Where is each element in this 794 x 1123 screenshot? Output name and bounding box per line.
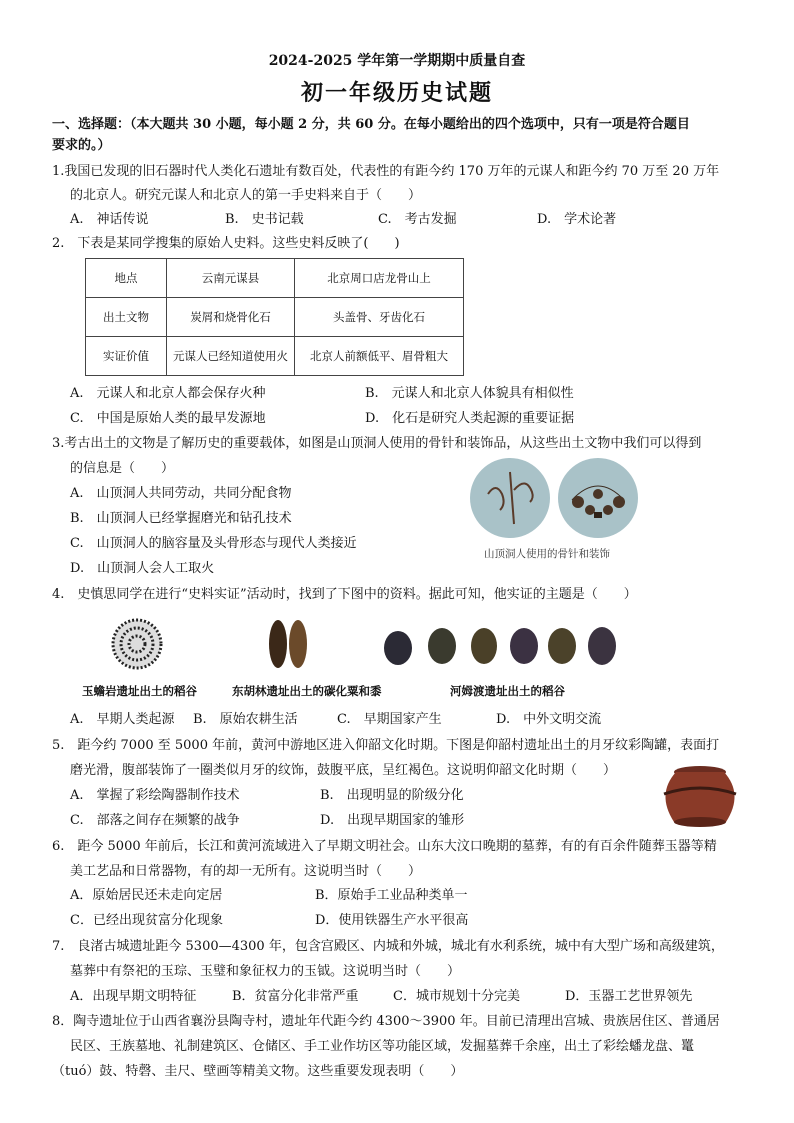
rice-hemudu-image <box>384 627 616 665</box>
q4-caption-2: 东胡林遗址出土的碳化粟和黍 <box>232 684 382 698</box>
q4-caption-3: 河姆渡遗址出土的稻谷 <box>450 684 565 698</box>
q5-option-d[interactable]: D. 出现早期国家的雏形 <box>320 813 465 828</box>
q3-option-b[interactable]: B. 山顶洞人已经掌握磨光和钻孔技术 <box>70 511 292 526</box>
exam-title: 初一年级历史试题 <box>300 80 493 106</box>
q5-option-b[interactable]: B. 出现明显的阶级分化 <box>320 788 464 803</box>
table-cell: 北京人前额低平、眉骨粗大 <box>295 337 464 376</box>
q6-option-a[interactable]: A．原始居民还未走向定居 <box>70 888 223 903</box>
millet-donghulin-image <box>269 620 307 668</box>
table-cell: 云南元谋县 <box>167 259 295 298</box>
q7-option-b[interactable]: B．贫富分化非常严重 <box>232 989 359 1004</box>
section-instructions-line1: 一、选择题：（本大题共 30 小题，每小题 2 分，共 60 分。在每小题给出的四个选项中，只有一项是符合题目 <box>52 117 690 132</box>
q3-option-c[interactable]: C. 山顶洞人的脑容量及头骨形态与现代人类接近 <box>70 536 357 551</box>
q1-option-d[interactable]: D. 学术论著 <box>537 212 617 227</box>
q3-option-d[interactable]: D. 山顶洞人会人工取火 <box>70 561 215 576</box>
q5-stem-line2: 磨光滑，腹部装饰了一圈类似月牙的纹饰，鼓腹平底，呈红褐色。这说明仰韶文化时期（ ） <box>70 763 617 778</box>
q1-option-a[interactable]: A. 神话传说 <box>70 212 149 227</box>
rice-grains-yuchanyan-image <box>113 620 161 668</box>
q7-option-d[interactable]: D．玉器工艺世界领先 <box>565 989 693 1004</box>
q2-table <box>85 258 464 376</box>
table-row <box>86 298 464 337</box>
table-row <box>86 337 464 376</box>
q1-option-c[interactable]: C. 考古发掘 <box>378 212 457 227</box>
q1-stem-line1: 1.我国已发现的旧石器时代人类化石遗址有数百处，代表性的有距今约 170 万年的元谋人和距今约 70 万至 20 万年 <box>52 164 720 179</box>
q8-stem-line3: （tuó）鼓、特磬、圭尺、壁画等精美文物。这些重要发现表明（ ） <box>52 1064 464 1079</box>
q8-stem-line2: 民区、王族墓地、礼制建筑区、仓储区、手工业作坊区等功能区域，发掘墓葬千余座，出土了彩绘蟠龙盘、鼍 <box>70 1039 695 1054</box>
q6-option-d[interactable]: D．使用铁器生产水平很高 <box>315 913 469 928</box>
table-cell: 地点 <box>86 259 167 298</box>
q7-stem-line2: 墓葬中有祭祀的玉琮、玉璧和象征权力的玉钺。这说明当时（ ） <box>70 964 461 979</box>
bone-needle-image <box>470 458 550 538</box>
q4-stem: 4. 史慎思同学在进行“史料实证”活动时，找到了下图中的资料。据此可知，他实证的主题是（ ） <box>52 587 637 602</box>
q7-option-c[interactable]: C．城市规划十分完美 <box>393 989 520 1004</box>
q3-stem-line2: 的信息是（ ） <box>70 461 175 476</box>
q7-stem-line1: 7. 良渚古城遗址距今 5300—4300 年，包含宫殿区、内城和外城，城北有水利系统，城中有大型广场和高级建筑， <box>52 939 724 954</box>
q4-caption-1: 玉蟾岩遗址出土的稻谷 <box>82 684 197 698</box>
q6-stem-line2: 美工艺品和日常器物，有的却一无所有。这说明当时（ ） <box>70 864 422 879</box>
q4-option-d[interactable]: D. 中外文明交流 <box>496 712 602 727</box>
q6-option-c[interactable]: C．已经出现贫富分化现象 <box>70 913 223 928</box>
q6-option-b[interactable]: B．原始手工业品种类单一 <box>315 888 468 903</box>
q4-option-a[interactable]: A. 早期人类起源 <box>70 712 175 727</box>
q6-stem-line1: 6. 距今 5000 年前后，长江和黄河流域进入了早期文明社会。山东大汶口晚期的墓葬，有的有百余件随葬玉器等精 <box>52 839 717 854</box>
table-cell: 头盖骨、牙齿化石 <box>295 298 464 337</box>
section-instructions-line2: 要求的。） <box>52 138 111 153</box>
q5-stem-line1: 5. 距今约 7000 至 5000 年前，黄河中游地区进入仰韶文化时期。下图是仰韶村遗址出土的月牙纹彩陶罐，表面打 <box>52 738 720 753</box>
table-row <box>86 259 464 298</box>
q3-option-a[interactable]: A. 山顶洞人共同劳动，共同分配食物 <box>70 486 292 501</box>
q5-option-c[interactable]: C. 部落之间存在频繁的战争 <box>70 813 240 828</box>
q2-option-c[interactable]: C. 中国是原始人类的最早发源地 <box>70 411 266 426</box>
q4-images <box>100 612 640 676</box>
table-cell: 实证价值 <box>86 337 167 376</box>
ornaments-image <box>558 458 638 538</box>
q8-stem-line1: 8．陶寺遗址位于山西省襄汾县陶寺村，遗址年代距今约 4300～3900 年。目前已清理出宫城、贵族居住区、普通居 <box>52 1014 720 1029</box>
bone-needle-icon <box>470 458 550 538</box>
q2-option-a[interactable]: A. 元谋人和北京人都会保存火种 <box>70 386 266 401</box>
table-cell: 元谋人已经知道使用火 <box>167 337 295 376</box>
table-cell: 北京周口店龙骨山上 <box>295 259 464 298</box>
exam-subtitle: 2024-2025 学年第一学期期中质量自查 <box>268 53 526 69</box>
q2-option-b[interactable]: B. 元谋人和北京人体貌具有相似性 <box>365 386 574 401</box>
q1-option-b[interactable]: B. 史书记载 <box>225 212 304 227</box>
q4-option-c[interactable]: C. 早期国家产生 <box>337 712 442 727</box>
ornaments-icon <box>558 458 638 538</box>
q4-option-b[interactable]: B. 原始农耕生活 <box>193 712 298 727</box>
q2-option-d[interactable]: D. 化石是研究人类起源的重要证据 <box>365 411 575 426</box>
q3-image-caption: 山顶洞人使用的骨针和装饰 <box>484 548 610 560</box>
q1-stem-line2: 的北京人。研究元谋人和北京人的第一手史料来自于（ ） <box>70 188 422 203</box>
q5-option-a[interactable]: A. 掌握了彩绘陶器制作技术 <box>70 788 240 803</box>
painted-pottery-jar-image <box>650 760 750 832</box>
q7-option-a[interactable]: A．出现早期文明特征 <box>70 989 197 1004</box>
table-cell: 出土文物 <box>86 298 167 337</box>
table-cell: 炭屑和烧骨化石 <box>167 298 295 337</box>
q3-stem-line1: 3.考古出土的文物是了解历史的重要载体，如图是山顶洞人使用的骨针和装饰品，从这些出土文物中我们可以得到 <box>52 436 702 451</box>
q2-stem: 2. 下表是某同学搜集的原始人史料。这些史料反映了( ) <box>52 236 400 251</box>
